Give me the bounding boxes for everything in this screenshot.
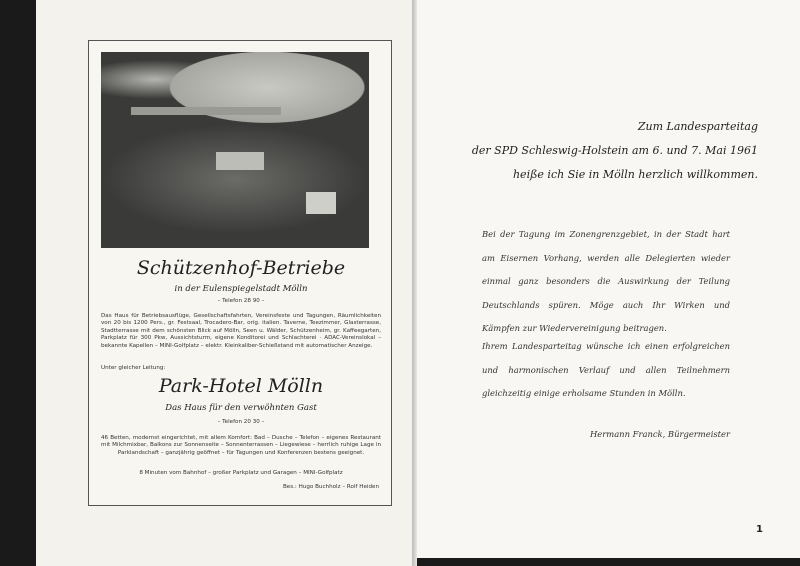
paragraph-2: Ihrem Landesparteitag wünsche ich einen erfolgreichen und harmonischen Verlauf und allen Teilnehmern gleichzeitig einige erholsame Stunden in Mölln. (482, 341, 730, 398)
ad2-description: 46 Betten, modernst eingerichtet, mit allem Komfort: Bad – Dusche – Telefon – eigenes Restaurant mit Milchmixbar, Balkons zur Sonnenseite – Sonnenterrassen – Liegewiese – herrlich ruhige Lage in Parklandschaft – ganzjährig geöffnet – für Tagungen und Konferenzen bestens geeignet. (101, 435, 381, 456)
greeting-line-3: heiße ich Sie in Mölln herzlich willkommen. (512, 168, 758, 181)
ad1-phone: – Telefon 28 90 – (217, 298, 265, 304)
ad1-description: Das Haus für Betriebsausflüge, Gesellschaftsfahrten, Vereinsfeste und Tagungen, Räumlichkeiten von 20 bis 1200 Pers., gr. Festsaal, Trocadero-Bar, orig. italien. Taverne, Teezimmer, Glasterrasse, Stadtterrasse mit dem schönsten Blick auf Mölln, Seen u. Wälder, Schützenheim, gr. Kaffeegarten, Parkplatz für 300 Pkw, Aussichtsturm, eigene Konditorei und Schlachterei · ADAC-Vereinslokal – bekannte Kapellen – MINI-Golfplatz – elektr. Kleinkaliber-Schießstand mit automatischer Anzeige. (101, 313, 381, 349)
ad2-location: 8 Minuten vom Bahnhof – großer Parkplatz und Garagen – MINI-Golfplatz (139, 470, 343, 476)
ad2-owners: Bes.: Hugo Buchholz – Rolf Heiden (282, 484, 379, 490)
advertisement-box (88, 40, 392, 506)
ad1-title: Schützenhof-Betriebe (136, 257, 346, 279)
signature: Hermann Franck, Bürgermeister (589, 429, 730, 439)
aerial-photo-molln (101, 52, 369, 248)
ad1-subtitle: in der Eulenspiegelstadt Mölln (174, 284, 308, 294)
same-management-label: Unter gleicher Leitung: (101, 365, 166, 371)
greeting-line-1: Zum Landesparteitag (637, 120, 758, 133)
ad2-title: Park-Hotel Mölln (158, 375, 324, 397)
paragraph-1: Bei der Tagung im Zonengrenzgebiet, in der Stadt hart am Eisernen Vorhang, werden alle Delegierten wieder einmal ganz besonders die Auswirkung der Teilung Deutschlands spüren. Möge auch Ihr Wirken und Kämpfen zur Wiedervereinigung beitragen. (482, 229, 730, 333)
ad2-phone: – Telefon 20 30 – (217, 419, 265, 425)
book-gutter (412, 0, 417, 566)
page-number: 1 (756, 524, 763, 535)
greeting-line-2: der SPD Schleswig-Holstein am 6. und 7. Mai 1961 (471, 144, 758, 157)
ad2-subtitle: Das Haus für den verwöhnten Gast (165, 403, 317, 413)
